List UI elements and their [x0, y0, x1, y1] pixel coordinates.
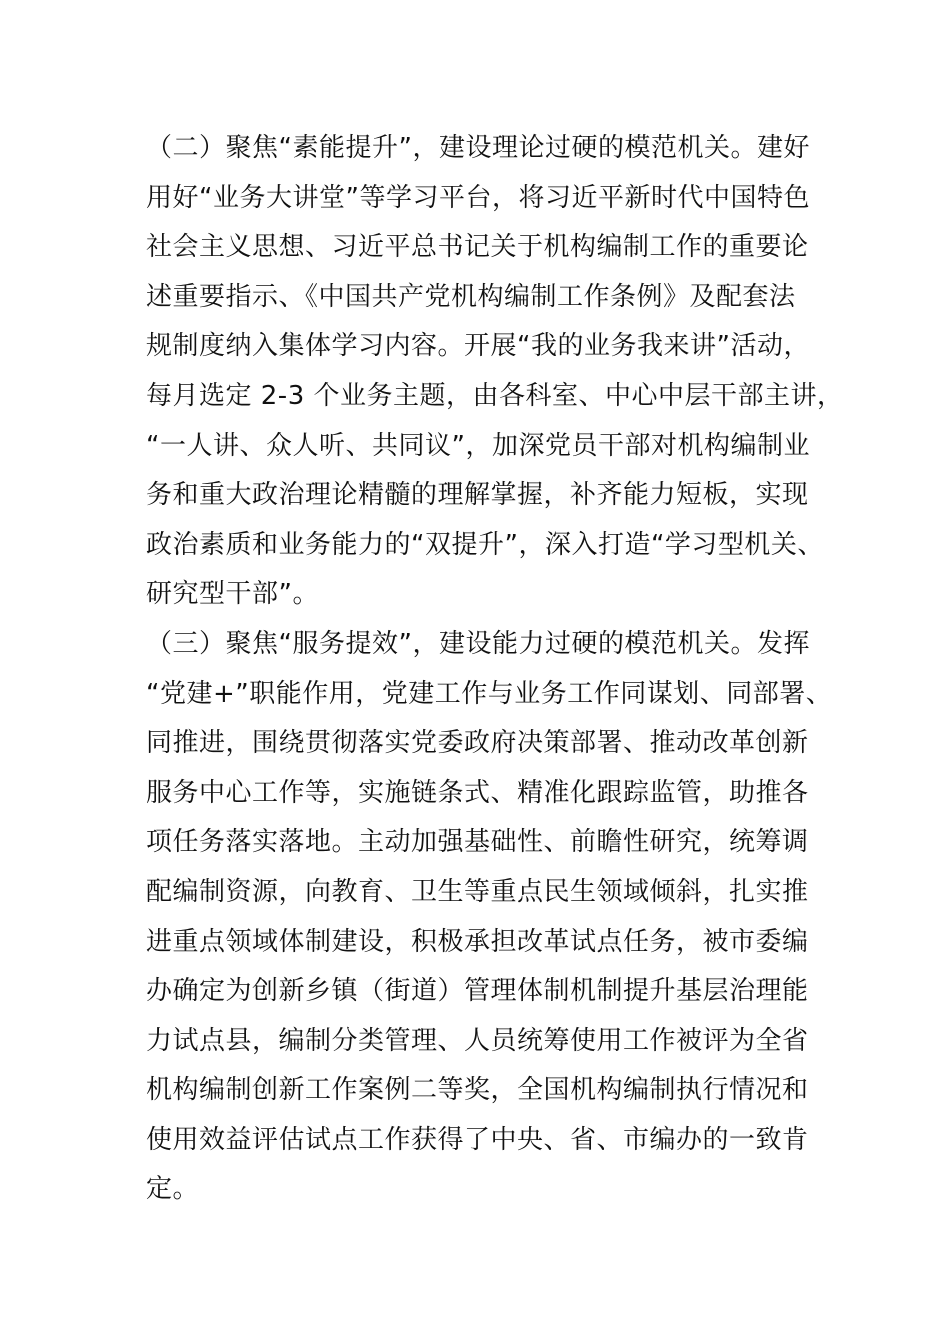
- paragraph-line: “一人讲、众人听、共同议”，加深党员干部对机构编制业: [146, 430, 810, 461]
- paragraph-line: 每月选定 2-3 个业务主题，由各科室、中心中层干部主讲，: [146, 380, 844, 411]
- document-body: [146, 124, 846, 1215]
- paragraph-line: 使用效益评估试点工作获得了中央、省、市编办的一致肯: [146, 1124, 809, 1155]
- paragraph-line: 服务中心工作等，实施链条式、精准化跟踪监管，助推各: [146, 777, 809, 808]
- paragraph-3-heading-line: （三）聚焦“服务提效”，建设能力过硬的模范机关。发挥: [146, 628, 810, 659]
- paragraph-line: 政治素质和业务能力的“双提升”，深入打造“学习型机关、: [146, 529, 824, 560]
- paragraph-line: 务和重大政治理论精髓的理解掌握，补齐能力短板，实现: [146, 480, 809, 511]
- paragraph-line: “党建+”职能作用，党建工作与业务工作同谋划、同部署、: [146, 678, 833, 709]
- paragraph-line: 定。: [146, 1174, 200, 1205]
- paragraph-line: 社会主义思想、习近平总书记关于机构编制工作的重要论: [146, 232, 809, 263]
- paragraph-line: 同推进，围绕贯彻落实党委政府决策部署、推动改革创新: [146, 728, 809, 759]
- paragraph-line: 规制度纳入集体学习内容。开展“我的业务我来讲”活动，: [146, 331, 810, 362]
- paragraph-line: 办确定为创新乡镇（街道）管理体制机制提升基层治理能: [146, 976, 809, 1007]
- paragraph-line: 项任务落实落地。主动加强基础性、前瞻性研究，统筹调: [146, 827, 809, 858]
- paragraph-line: 研究型干部”。: [146, 579, 319, 610]
- paragraph-2-heading-line: （二）聚焦“素能提升”，建设理论过硬的模范机关。建好: [146, 133, 810, 163]
- paragraph-line: 配编制资源，向教育、卫生等重点民生领域倾斜，扎实推: [146, 876, 809, 907]
- paragraph-line: 进重点领域体制建设，积极承担改革试点任务，被市委编: [146, 926, 809, 957]
- paragraph-line: 述重要指示、《中国共产党机构编制工作条例》及配套法: [146, 281, 796, 312]
- paragraph-line: 力试点县，编制分类管理、人员统筹使用工作被评为全省: [146, 1025, 809, 1056]
- paragraph-line: 用好“业务大讲堂”等学习平台，将习近平新时代中国特色: [146, 182, 810, 213]
- paragraph-line: 机构编制创新工作案例二等奖，全国机构编制执行情况和: [146, 1075, 809, 1106]
